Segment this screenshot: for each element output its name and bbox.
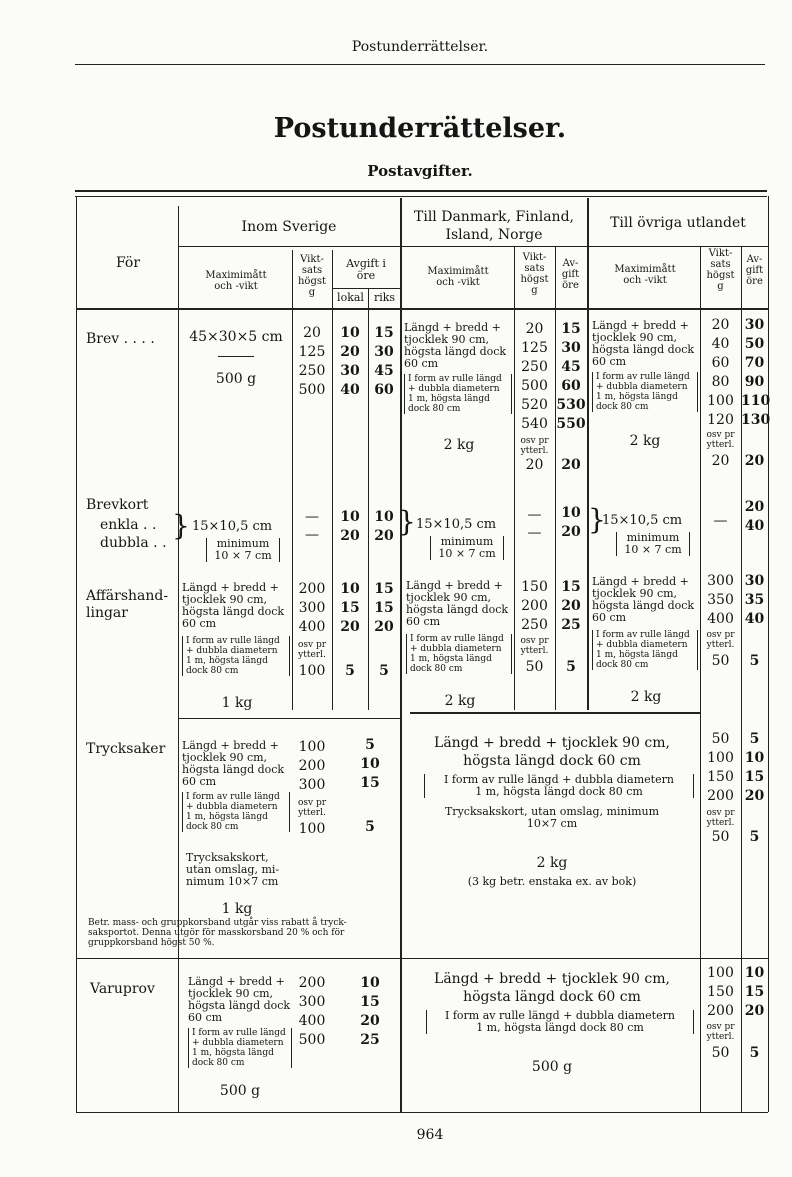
cell: 350 <box>707 592 734 608</box>
affars-inom-osv: osv pr ytterl. <box>297 640 327 660</box>
tryck-ov-sats-last: 50 <box>711 829 730 845</box>
tryck-inom-avgift-last: 5 <box>365 819 375 835</box>
tryck-inom-text: Längd + bredd + tjocklek 90 cm, högsta längd dock 60 cm <box>182 739 285 788</box>
col-divider <box>400 198 402 1112</box>
row-label-trycksaker: Trycksaker <box>86 741 166 757</box>
tryck-inom-sats-last: 100 <box>298 821 326 837</box>
cell: 400 <box>298 1013 326 1029</box>
page-number: 964 <box>416 1127 444 1143</box>
cell: 300 <box>298 994 326 1010</box>
cell: 10 <box>561 505 581 521</box>
cell: 15 <box>744 769 765 785</box>
cell: 45 <box>561 359 581 375</box>
cell: 20 <box>340 619 360 635</box>
rule <box>76 958 768 959</box>
cell: 30 <box>744 573 765 589</box>
header-maxmatt: Maximimått och -vikt <box>614 264 676 286</box>
header-ovriga: Till övriga utlandet <box>610 215 746 231</box>
cell: 10 <box>374 509 394 525</box>
cell: 10 <box>340 581 360 597</box>
cell: 400 <box>707 611 734 627</box>
varu-merged-vikt: 500 g <box>531 1059 573 1075</box>
cell: 300 <box>298 600 326 616</box>
cell: 200 <box>298 975 326 991</box>
brevkort-ov-avgift <box>741 500 768 538</box>
running-head: Postunderrättelser. <box>351 39 489 55</box>
brevkort-dk-avgift <box>555 506 587 544</box>
cell: 15 <box>744 984 765 1000</box>
cell: 125 <box>298 344 326 360</box>
cell: 60 <box>561 378 581 394</box>
header-viktsats: Vikt- sats högst g <box>297 254 326 298</box>
affars-ov-avgift-last: 5 <box>749 653 760 669</box>
brev-dk-vikt: 2 kg <box>443 437 475 453</box>
cell: 100 <box>707 393 734 409</box>
affars-inom-lokal-last: 5 <box>345 663 355 679</box>
affars-dk-sats <box>514 580 555 637</box>
affars-inom-sats-last: 100 <box>298 663 326 679</box>
cell: 100 <box>707 965 734 981</box>
cell: 125 <box>521 340 548 356</box>
header-danmark: Till Danmark, Finland, Island, Norge <box>414 209 574 243</box>
cell: 40 <box>340 382 360 398</box>
brev-inom-matt: 45×30×5 cm <box>189 329 283 345</box>
page-title: Postunderrättelser. <box>273 113 567 144</box>
brev-ov-bracket: I form av rulle längd + dubbla diametern 1 m, högsta längd dock 80 cm <box>592 372 698 412</box>
cell: 45 <box>374 363 394 379</box>
cell: 120 <box>707 412 734 428</box>
brev-ov-vikt: 2 kg <box>629 433 661 449</box>
brevkort-dk-minimum: minimum 10 × 7 cm <box>430 536 504 560</box>
varu-inom-vikt: 500 g <box>219 1083 261 1099</box>
cell: 90 <box>744 374 765 390</box>
header-avgift: Avgift i öre <box>346 257 386 282</box>
tryck-note: Betr. mass- och gruppkorsband utgår viss rabatt å tryck- saksportot. Denna utgör för masskorsband 20 % och för gruppkorsband högst 50 %. <box>88 918 347 948</box>
varu-ov-avgift-last: 5 <box>749 1045 760 1061</box>
cell: 500 <box>298 1032 326 1048</box>
row-label-affarshandlingar: Affärshand- lingar <box>86 588 169 621</box>
cell: 20 <box>711 317 730 333</box>
cell: 250 <box>521 617 548 633</box>
cell: 10 <box>744 750 765 766</box>
cell: 540 <box>521 416 548 432</box>
brev-ov-text: Längd + bredd + tjocklek 90 cm, högsta längd dock 60 cm <box>592 319 695 368</box>
cell: 400 <box>298 619 326 635</box>
cell: 20 <box>561 598 581 614</box>
cell: 30 <box>561 340 581 356</box>
brev-dk-sats <box>514 322 555 436</box>
varu-ov-sats-last: 50 <box>711 1045 730 1061</box>
tryck-merged-note: (3 kg betr. enstaka ex. av bok) <box>467 875 637 888</box>
col-divider <box>332 250 333 710</box>
cell: 15 <box>561 321 581 337</box>
cell: 15 <box>360 775 380 791</box>
brace-icon: } <box>398 505 416 538</box>
tryck-merged-kort: Trycksakskort, utan omslag, minimum 10×7 cm <box>444 805 660 830</box>
tryck-inom-kort: Trycksakskort, utan omslag, mi- nimum 10×7 cm <box>186 851 280 888</box>
cell: 20 <box>374 528 394 544</box>
brev-ov-sats-last: 20 <box>711 453 730 469</box>
header-avgift: Av- gift öre <box>561 258 580 291</box>
brevkort-dash: — <box>527 507 542 523</box>
cell: 20 <box>744 499 765 515</box>
cell: 15 <box>340 600 360 616</box>
varu-inom-avgift <box>340 976 400 1052</box>
brevkort-dk-matt: 15×10,5 cm <box>416 517 497 532</box>
table-bottom-rule <box>76 1112 768 1113</box>
affars-ov-avgift <box>741 574 768 631</box>
cell: 100 <box>298 739 326 755</box>
brace-icon: } <box>172 509 190 542</box>
affars-dk-osv: osv pr ytterl. <box>520 636 549 656</box>
tryck-merged-vikt: 2 kg <box>536 855 568 871</box>
row-label-varuprov: Varuprov <box>90 981 155 997</box>
cell: 70 <box>744 355 765 371</box>
cell: 30 <box>340 363 360 379</box>
brev-dk-osv: osv pr ytterl. <box>520 436 549 456</box>
cell: 30 <box>744 317 765 333</box>
table-top-rule <box>75 190 767 192</box>
brevkort-inom-matt: 15×10,5 cm <box>192 519 273 534</box>
cell: 15 <box>374 600 394 616</box>
varu-ov-osv: osv pr ytterl. <box>706 1022 735 1042</box>
cell: 100 <box>707 750 734 766</box>
cell: 300 <box>707 573 734 589</box>
affars-inom-bracket: I form av rulle längd + dubbla diametern 1 m, högsta längd dock 80 cm <box>182 636 290 676</box>
tryck-inom-osv: osv pr ytterl. <box>297 798 327 818</box>
cell: 500 <box>298 382 326 398</box>
varu-ov-avgift <box>741 966 768 1023</box>
cell: 60 <box>374 382 394 398</box>
table-rule <box>75 196 767 197</box>
affars-inom-vikt: 1 kg <box>221 695 253 711</box>
affars-ov-text: Längd + bredd + tjocklek 90 cm, högsta längd dock 60 cm <box>592 575 695 624</box>
cell: 10 <box>340 509 360 525</box>
cell: 40 <box>744 611 765 627</box>
rule <box>76 308 768 310</box>
brev-inom-vikt: 500 g <box>215 371 257 387</box>
cell: 20 <box>561 524 581 540</box>
row-sublabel-enkla: enkla . . <box>100 517 157 533</box>
brevkort-inom-minimum: minimum 10 × 7 cm <box>206 538 280 562</box>
header-inom-sverige: Inom Sverige <box>241 219 337 235</box>
affars-ov-bracket: I form av rulle längd + dubbla diametern 1 m, högsta längd dock 80 cm <box>592 630 698 670</box>
tryck-inom-avgift <box>340 738 400 795</box>
cell: 20 <box>525 321 544 337</box>
rule <box>410 712 700 714</box>
tryck-merged-line2: högsta längd dock 60 cm <box>463 753 641 769</box>
header-riks: riks <box>373 291 396 304</box>
brev-inom-sats <box>292 326 332 402</box>
header-maxmatt: Maximimått och -vikt <box>205 270 267 292</box>
brev-dk-sats-last: 20 <box>525 457 544 473</box>
varu-inom-bracket: I form av rulle längd + dubbla diametern 1 m, högsta längd dock 80 cm <box>188 1028 292 1068</box>
varu-merged-bracket: I form av rulle längd + dubbla diametern 1 m, högsta längd dock 80 cm <box>426 1010 694 1034</box>
table-border-left <box>76 196 77 1112</box>
brev-inom-lokal <box>332 326 368 402</box>
cell: 35 <box>744 592 765 608</box>
tryck-inom-bracket: I form av rulle längd + dubbla diametern 1 m, högsta längd dock 80 cm <box>182 792 290 832</box>
cell: 50 <box>744 336 765 352</box>
affars-ov-sats <box>700 574 741 631</box>
affars-inom-sats <box>292 582 332 639</box>
table-border-right <box>768 196 769 1112</box>
page-subtitle: Postavgifter. <box>367 162 473 180</box>
cell: 40 <box>711 336 730 352</box>
brev-ov-osv: osv pr ytterl. <box>706 430 735 450</box>
affars-inom-text: Längd + bredd + tjocklek 90 cm, högsta längd dock 60 cm <box>182 581 285 630</box>
brev-ov-avgift <box>741 317 771 432</box>
cell: 20 <box>303 325 321 341</box>
brev-ov-sats <box>700 318 741 432</box>
tryck-inom-vikt: 1 kg <box>221 901 253 917</box>
brevkort-dash: — <box>713 513 728 529</box>
row-label-brevkort: Brevkort <box>86 497 149 513</box>
cell: 20 <box>374 619 394 635</box>
row-label-brev: Brev . . . . <box>86 331 155 347</box>
cell: 300 <box>298 777 326 793</box>
cell: 40 <box>744 518 765 534</box>
cell: 250 <box>521 359 548 375</box>
cell: 150 <box>521 579 548 595</box>
affars-dk-avgift <box>555 580 587 637</box>
col-divider <box>587 198 589 710</box>
brev-ov-avgift-last: 20 <box>744 453 765 469</box>
cell: 30 <box>374 344 394 360</box>
row-sublabel-dubbla: dubbla . . <box>100 535 167 551</box>
rule <box>178 246 768 247</box>
cell: 200 <box>298 758 326 774</box>
affars-inom-riks <box>368 582 400 639</box>
cell: 550 <box>556 416 586 432</box>
cell: 520 <box>521 397 548 413</box>
cell: 20 <box>360 1013 380 1029</box>
cell: 130 <box>741 412 771 428</box>
tryck-inom-sats <box>292 740 332 797</box>
brevkort-inom-lokal <box>332 510 368 548</box>
cell: 10 <box>744 965 765 981</box>
cell: 10 <box>360 756 380 772</box>
cell: 15 <box>360 994 380 1010</box>
brace-icon: } <box>588 503 606 536</box>
cell: 250 <box>298 363 326 379</box>
cell: 60 <box>711 355 730 371</box>
tryck-merged-line1: Längd + bredd + tjocklek 90 cm, <box>434 735 670 751</box>
affars-dk-avgift-last: 5 <box>566 659 576 675</box>
affars-dk-text: Längd + bredd + tjocklek 90 cm, högsta längd dock 60 cm <box>406 579 509 628</box>
cell: 50 <box>711 731 730 747</box>
brev-dk-text: Längd + bredd + tjocklek 90 cm, högsta längd dock 60 cm <box>404 321 507 370</box>
cell: 530 <box>556 397 586 413</box>
cell: 25 <box>561 617 581 633</box>
affars-ov-vikt: 2 kg <box>630 689 662 705</box>
tryck-ov-osv: osv pr ytterl. <box>706 808 735 828</box>
varu-merged-line1: Längd + bredd + tjocklek 90 cm, <box>434 971 670 987</box>
affars-inom-riks-last: 5 <box>379 663 389 679</box>
cell: 200 <box>521 598 548 614</box>
header-viktsats: Vikt- sats högst g <box>520 252 549 296</box>
brev-dk-avgift <box>555 322 587 436</box>
cell: 20 <box>744 1003 765 1019</box>
tryck-merged-bracket: I form av rulle längd + dubbla diametern 1 m, högsta längd dock 80 cm <box>424 774 694 798</box>
brev-dk-avgift-last: 20 <box>561 457 581 473</box>
varu-inom-text: Längd + bredd + tjocklek 90 cm, högsta längd dock 60 cm <box>188 975 291 1024</box>
brevkort-ov-matt: 15×10,5 cm <box>602 513 683 528</box>
cell: 20 <box>340 528 360 544</box>
tryck-ov-avgift-last: 5 <box>749 829 760 845</box>
cell: 5 <box>365 737 375 753</box>
rule <box>178 718 400 719</box>
affars-inom-lokal <box>332 582 368 639</box>
rule <box>332 288 400 289</box>
tryck-ov-avgift <box>741 732 768 808</box>
cell: 200 <box>707 1003 734 1019</box>
col-divider <box>178 206 179 1112</box>
varu-inom-sats <box>292 976 332 1052</box>
affars-ov-osv: osv pr ytterl. <box>706 630 735 650</box>
varu-ov-sats <box>700 966 741 1023</box>
varu-merged-line2: högsta längd dock 60 cm <box>463 989 641 1005</box>
cell: 20 <box>744 788 765 804</box>
cell: 150 <box>707 984 734 1000</box>
cell: 80 <box>711 374 730 390</box>
brevkort-dash: — <box>305 527 319 543</box>
header-maxmatt: Maximimått och -vikt <box>427 266 489 288</box>
cell: 150 <box>707 769 734 785</box>
col-divider <box>555 246 556 710</box>
cell: 500 <box>521 378 548 394</box>
affars-dk-sats-last: 50 <box>525 659 544 675</box>
cell: 25 <box>360 1032 380 1048</box>
header-lokal: lokal <box>337 291 364 304</box>
affars-dk-bracket: I form av rulle längd + dubbla diametern 1 m, högsta längd dock 80 cm <box>406 634 512 674</box>
cell: 15 <box>561 579 581 595</box>
brev-inom-riks <box>368 326 400 402</box>
cell: 10 <box>360 975 380 991</box>
cell: 15 <box>374 581 394 597</box>
affars-ov-sats-last: 50 <box>711 653 730 669</box>
brevkort-inom-riks <box>368 510 400 548</box>
brevkort-dash: — <box>527 525 542 541</box>
rule <box>218 356 254 357</box>
cell: 20 <box>340 344 360 360</box>
header-for: För <box>115 255 141 271</box>
brevkort-ov-minimum: minimum 10 × 7 cm <box>616 532 690 556</box>
header-viktsats: Vikt- sats högst g <box>706 248 735 292</box>
header-avgift: Av- gift öre <box>745 254 764 287</box>
tryck-ov-sats <box>700 732 741 808</box>
cell: 10 <box>340 325 360 341</box>
brev-dk-bracket: I form av rulle längd + dubbla diametern 1 m, högsta längd dock 80 cm <box>404 374 512 414</box>
cell: 5 <box>749 731 760 747</box>
cell: 15 <box>374 325 394 341</box>
brevkort-dash: — <box>305 509 319 525</box>
cell: 200 <box>298 581 326 597</box>
cell: 200 <box>707 788 734 804</box>
affars-dk-vikt: 2 kg <box>444 693 476 709</box>
rule <box>75 64 765 65</box>
cell: 110 <box>741 393 771 409</box>
